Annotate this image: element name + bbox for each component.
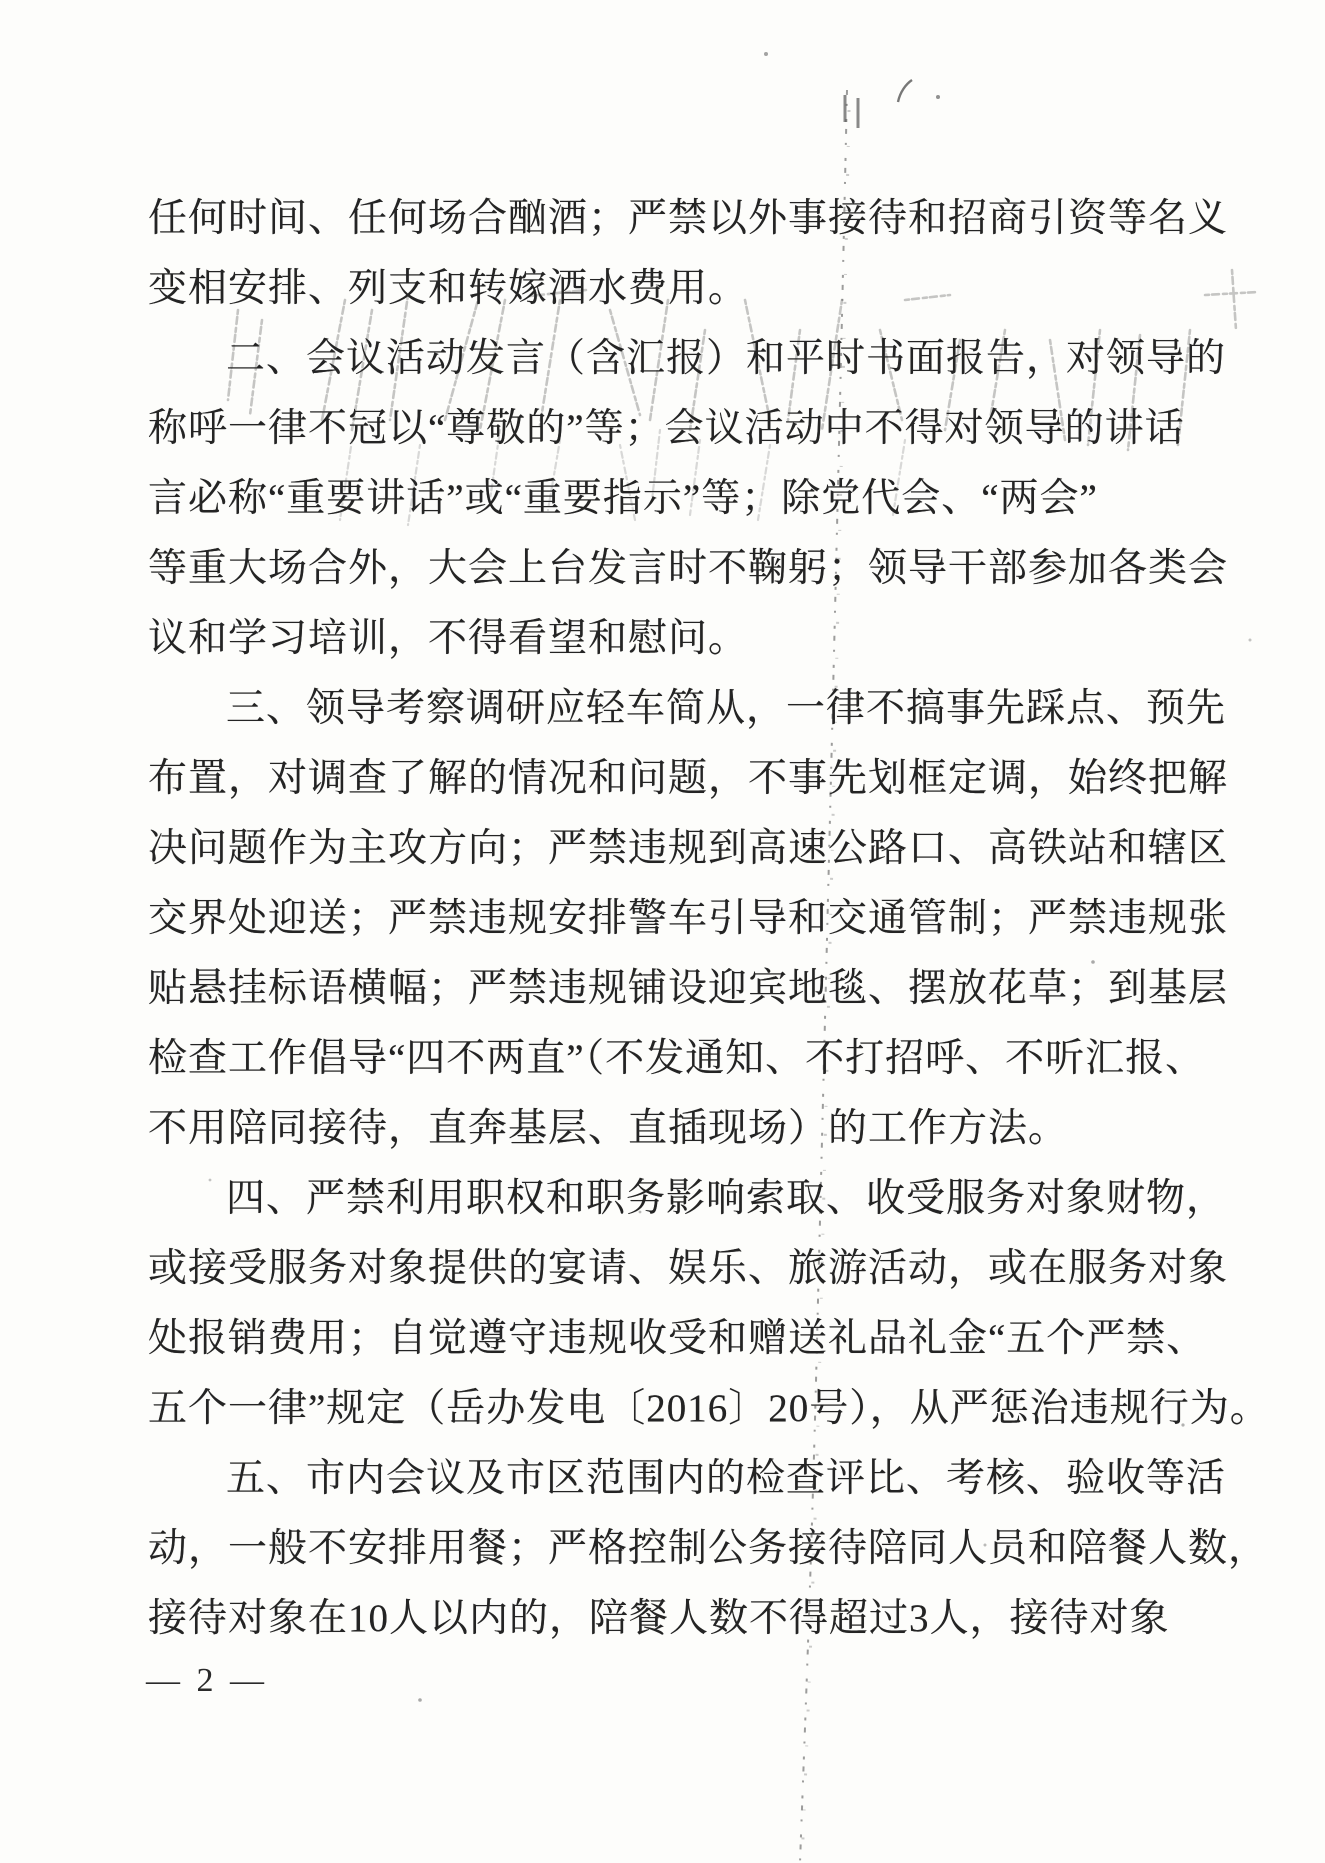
text-line: 检查工作倡导“四不两直”（不发通知、不打招呼、不听汇报、 [148, 1037, 1206, 1080]
text-line: 言必称“重要讲话”或“重要指示”等；除党代会、“两会” [148, 477, 1098, 520]
text-line: 动，一般不安排用餐；严格控制公务接待陪同人员和陪餐人数， [148, 1527, 1269, 1570]
text-line-paragraph-start: 四、严禁利用职权和职务影响索取、收受服务对象财物， [226, 1177, 1227, 1220]
text-line: 变相安排、列支和转嫁酒水费用。 [148, 267, 749, 310]
text-line-paragraph-start: 三、领导考察调研应轻车简从，一律不搞事先踩点、预先 [226, 687, 1227, 730]
text-line: 称呼一律不冠以“尊敬的”等；会议活动中不得对领导的讲话 [148, 407, 1185, 450]
text-line: 不用陪同接待，直奔基层、直插现场）的工作方法。 [148, 1107, 1069, 1150]
text-line-paragraph-start: 五、市内会议及市区范围内的检查评比、考核、验收等活 [226, 1457, 1227, 1500]
text-line: 等重大场合外，大会上台发言时不鞠躬；领导干部参加各类会 [148, 547, 1229, 590]
text-line: 议和学习培训，不得看望和慰问。 [148, 617, 749, 660]
page-number: — 2 — [146, 1662, 268, 1699]
text-line: 处报销费用；自觉遵守违规收受和赠送礼品礼金“五个严禁、 [148, 1317, 1207, 1360]
text-line: 布置，对调查了解的情况和问题，不事先划框定调，始终把解 [148, 757, 1229, 800]
text-line: 贴悬挂标语横幅；严禁违规铺设迎宾地毯、摆放花草；到基层 [148, 967, 1229, 1010]
document-body-text [148, 184, 1270, 1654]
text-line: 交界处迎送；严禁违规安排警车引导和交通管制；严禁违规张 [148, 897, 1229, 940]
text-line: 接待对象在10人以内的，陪餐人数不得超过3人，接待对象 [148, 1597, 1170, 1640]
text-line: 任何时间、任何场合酗酒；严禁以外事接待和招商引资等名义 [148, 197, 1229, 240]
stray-marks-artifact [764, 52, 940, 102]
text-line: 决问题作为主攻方向；严禁违规到高速公路口、高铁站和辖区 [148, 827, 1229, 870]
text-line: 或接受服务对象提供的宴请、娱乐、旅游活动，或在服务对象 [148, 1247, 1229, 1290]
text-line-paragraph-start: 二、会议活动发言（含汇报）和平时书面报告，对领导的 [226, 337, 1227, 380]
text-line: 五个一律”规定（岳办发电〔2016〕20号），从严惩治违规行为。 [148, 1387, 1270, 1430]
